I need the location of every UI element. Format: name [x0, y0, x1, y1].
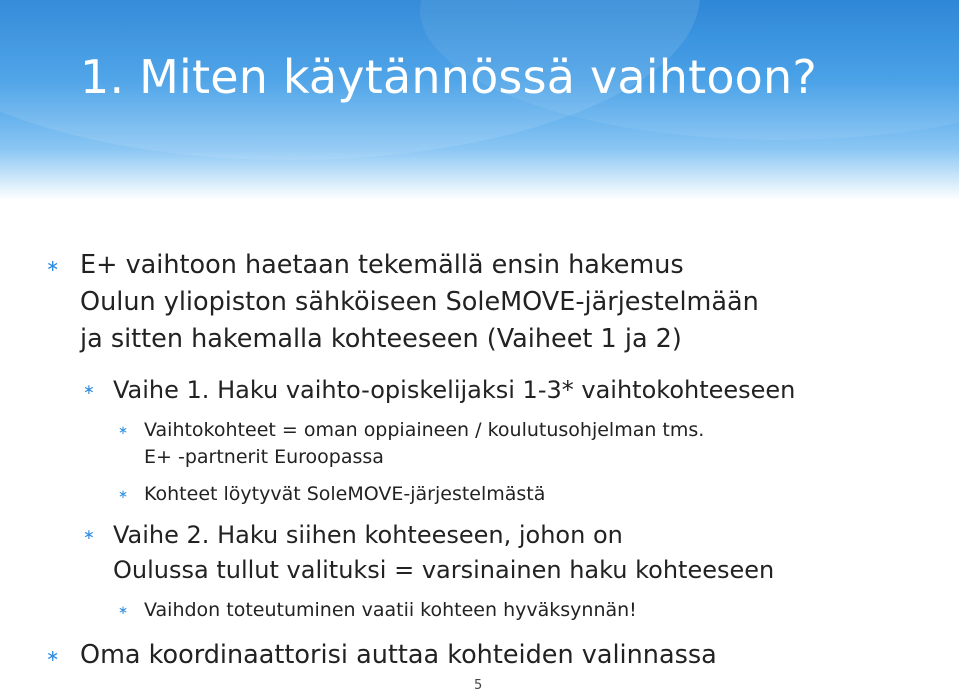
bullet-marker-icon: ∗ — [118, 603, 129, 617]
bullet-application — [46, 247, 940, 358]
slide-title: 1. Miten käytännössä vaihtoon? — [80, 50, 817, 104]
bullet-marker-icon: ∗ — [83, 382, 95, 398]
bullet-text: Oulussa tullut valituksi = varsinainen haku kohteeseen — [113, 556, 775, 584]
bullet-acceptance — [118, 597, 904, 624]
bullet-text: Oulun yliopiston sähköiseen SoleMOVE-järjestelmään — [80, 287, 759, 317]
bullet-text: Vaihtokohteet = oman oppiaineen / koulutusohjelman tms. — [144, 419, 705, 441]
bullet-marker-icon: ∗ — [118, 423, 129, 437]
bullet-text: ja sitten hakemalla kohteeseen (Vaiheet 1 ja 2) — [80, 324, 682, 354]
bullet-phase-2 — [83, 518, 913, 588]
bullet-text: Vaihdon toteutuminen vaatii kohteen hyväksynnän! — [144, 599, 637, 621]
bullet-marker-icon: ∗ — [46, 646, 60, 665]
bullet-text: Kohteet löytyvät SoleMOVE-järjestelmästä — [144, 483, 546, 505]
page-number: 5 — [474, 678, 483, 693]
bullet-text: E+ -partnerit Euroopassa — [144, 446, 384, 468]
bullet-marker-icon: ∗ — [83, 527, 95, 543]
bullet-text: Oma koordinaattorisi auttaa kohteiden valinnassa — [80, 640, 717, 670]
bullet-marker-icon: ∗ — [118, 487, 129, 501]
bullet-text: Vaihe 1. Haku vaihto-opiskelijaksi 1-3* vaihtokohteeseen — [113, 376, 796, 404]
bullet-exchange-destinations — [118, 417, 904, 471]
bullet-marker-icon: ∗ — [46, 256, 60, 275]
bullet-coordinator — [46, 637, 940, 674]
bullet-phase-1 — [83, 373, 913, 408]
bullet-text: Vaihe 2. Haku siihen kohteeseen, johon on — [113, 521, 623, 549]
bullet-text: E+ vaihtoon haetaan tekemällä ensin hakemus — [80, 250, 684, 280]
bullet-destinations-location — [118, 481, 904, 508]
